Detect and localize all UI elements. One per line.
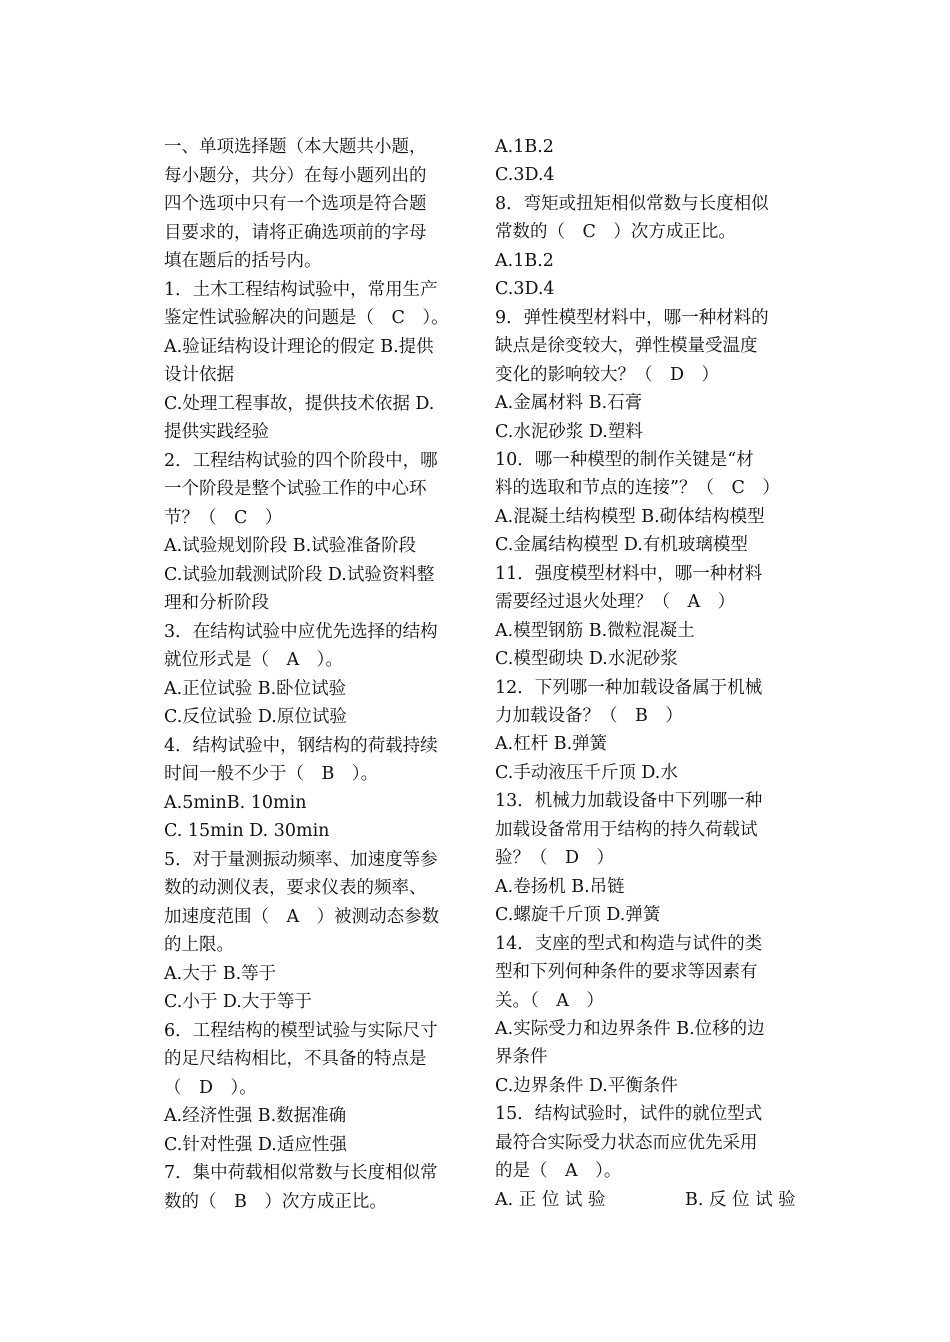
q15-options-line: [495, 1186, 796, 1214]
text-line: 一个阶段是整个试验工作的中心环: [164, 479, 427, 499]
text-line: 设计依据: [164, 365, 234, 385]
text-line: 目要求的，请将正确选项前的字母: [164, 222, 427, 243]
text-line: C.手动液压千斤顶 D.水: [495, 762, 678, 783]
text-line: 11．强度模型材料中，哪一种材料: [495, 563, 763, 584]
text-line: C.试验加载测试阶段 D.试验资料整: [164, 564, 435, 585]
text-line: 验？（ D ）: [495, 848, 615, 869]
text-line: 数的动测仪表，要求仪表的频率、: [164, 878, 427, 898]
text-line: 的足尺结构相比，不具备的特点是: [164, 1049, 427, 1069]
text-line: 料的选取和节点的连接”？（ C ）: [495, 478, 780, 499]
text-line: C.针对性强 D.适应性强: [164, 1134, 347, 1155]
text-line: A.金属材料 B.石膏: [495, 393, 643, 414]
text-line: 4．结构试验中，钢结构的荷载持续: [164, 735, 438, 756]
text-line: A.经济性强 B.数据准确: [164, 1106, 347, 1126]
text-line: 理和分析阶段: [164, 593, 269, 613]
text-line: 3．在结构试验中应优先选择的结构: [164, 621, 438, 642]
text-line: 四个选项中只有一个选项是符合题: [164, 194, 427, 214]
text-line: C.小于 D.大于等于: [164, 992, 312, 1012]
text-line: A.1B.2: [495, 250, 554, 271]
text-line: 变化的影响较大？（ D ）: [495, 364, 720, 385]
text-line: 力加载设备？（ B ）: [495, 706, 683, 726]
text-line: 15．结构试验时，试件的就位型式: [495, 1104, 763, 1125]
text-line: 就位形式是（ A ）。: [164, 650, 343, 670]
text-line: 缺点是徐变较大，弹性模量受温度: [495, 336, 758, 357]
text-line: A.验证结构设计理论的假定 B.提供: [164, 336, 434, 357]
text-line: C. 15min D. 30min: [164, 821, 330, 841]
text-line: （ D ）。: [164, 1077, 257, 1098]
text-line: C.边界条件 D.平衡条件: [495, 1075, 678, 1096]
text-line: 6．工程结构的模型试验与实际尺寸: [164, 1020, 438, 1041]
text-line: A.大于 B.等于: [164, 963, 277, 984]
text-line: C.金属结构模型 D.有机玻璃模型: [495, 535, 748, 556]
text-line: A.卷扬机 B.吊链: [495, 876, 625, 897]
text-line: 9．弹性模型材料中，哪一种材料的: [495, 307, 769, 328]
text-line: C.螺旋千斤顶 D.弹簧: [495, 905, 661, 926]
text-line: 12．下列哪一种加载设备属于机械: [495, 677, 763, 698]
text-line: C.处理工程事故，提供技术依据 D.: [164, 393, 435, 414]
text-line: 10．哪一种模型的制作关键是“材: [495, 449, 754, 470]
text-line: 加载设备常用于结构的持久荷载试: [495, 819, 758, 840]
q15-option-b: B. 反 位 试 验: [685, 1189, 796, 1210]
q15-option-a: A. 正 位 试 验: [495, 1189, 606, 1210]
text-line: 5．对于量测振动频率、加速度等参: [164, 849, 438, 870]
text-line: 时间一般不少于（ B ）。: [164, 764, 379, 784]
text-line: 14．支座的型式和构造与试件的类: [495, 933, 763, 954]
text-line: 界条件: [495, 1047, 548, 1068]
text-line: A.试验规划阶段 B.试验准备阶段: [164, 536, 417, 556]
text-line: C.模型砌块 D.水泥砂浆: [495, 649, 678, 670]
text-line: 提供实践经验: [164, 422, 269, 442]
text-line: A.混凝土结构模型 B.砌体结构模型: [495, 506, 765, 527]
text-line: A.实际受力和边界条件 B.位移的边: [495, 1018, 765, 1039]
text-line: 最符合实际受力状态而应优先采用: [495, 1132, 758, 1153]
text-line: A.1B.2: [495, 137, 554, 157]
text-line: A.5minB. 10min: [164, 792, 307, 813]
text-line: 的上限。: [164, 935, 234, 955]
text-line: 8．弯矩或扭矩相似常数与长度相似: [495, 193, 769, 214]
text-line: C.反位试验 D.原位试验: [164, 707, 347, 727]
text-line: 一、单项选择题（本大题共小题，: [164, 137, 427, 157]
text-line: A.杠杆 B.弹簧: [495, 734, 608, 755]
text-line: 数的（ B ）次方成正比。: [164, 1191, 387, 1212]
text-line: 每小题分，共分）在每小题列出的: [164, 165, 427, 186]
text-line: C.水泥砂浆 D.塑料: [495, 421, 643, 442]
text-line: 1．土木工程结构试验中，常用生产: [164, 279, 438, 300]
text-line: 填在题后的括号内。: [164, 251, 322, 271]
text-line: 常数的（ C ）次方成正比。: [495, 222, 736, 243]
text-line: 鉴定性试验解决的问题是（ C ）。: [164, 308, 449, 328]
text-line: 加速度范围（ A ）被测动态参数: [164, 906, 440, 927]
text-line: 2．工程结构试验的四个阶段中，哪: [164, 450, 438, 471]
text-line: 的是（ A ）。: [495, 1161, 622, 1182]
text-line: 节？（ C ）: [164, 507, 283, 528]
text-line: 型和下列何种条件的要求等因素有: [495, 962, 758, 983]
text-line: A.正位试验 B.卧位试验: [164, 678, 347, 699]
text-line: A.模型钢筋 B.微粒混凝土: [495, 620, 695, 641]
text-line: C.3D.4: [495, 165, 555, 186]
text-line: C.3D.4: [495, 279, 555, 300]
text-line: 13．机械力加载设备中下列哪一种: [495, 791, 763, 812]
text-line: 需要经过退火处理？（ A ）: [495, 592, 736, 613]
text-line: 关。（ A ）: [495, 990, 604, 1011]
text-line: 7．集中荷载相似常数与长度相似常: [164, 1163, 438, 1183]
